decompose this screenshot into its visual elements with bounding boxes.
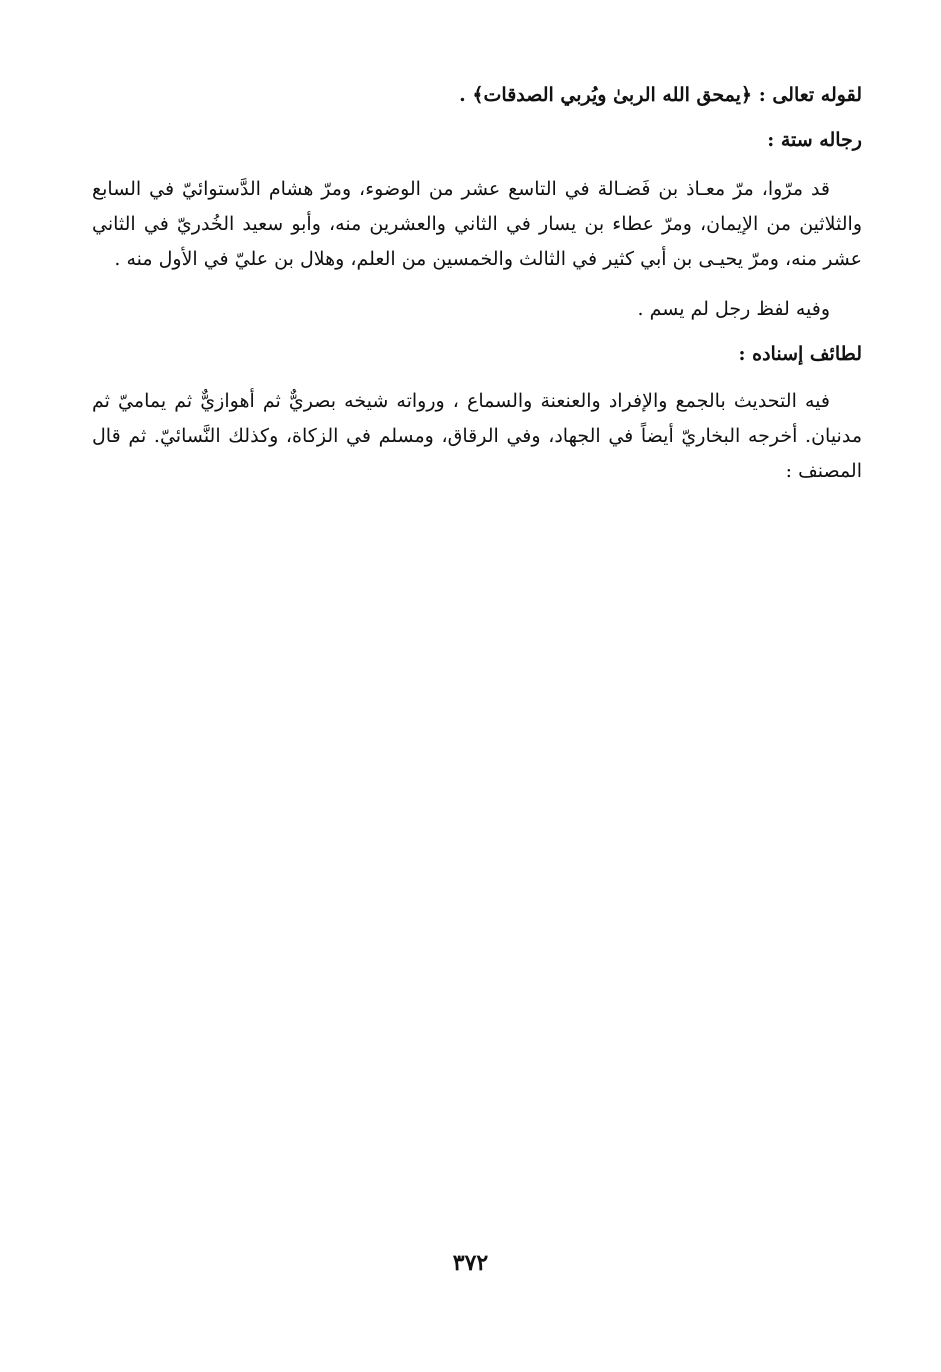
verse-end: .: [459, 84, 473, 106]
paragraph-unnamed-man: وفيه لفظ رجل لم يسم .: [637, 298, 830, 320]
verse-intro: لقوله تعالى :: [752, 84, 862, 106]
verse-text: ﴿يمحق الله الربىٰ ويُربي الصدقات﴾: [472, 84, 753, 106]
paragraph-isnad-subtleties: فيه التحديث بالجمع والإفراد والعنعنة والسماع ، ورواته شيخه بصريٌّ ثم أهوازيٌّ ثم يماميّ ثم مدنيان. أخرجه البخاريّ أيضاً في الجهاد، وفي الرقاق، ومسلم في الزكاة، وكذلك النَّسائيّ. ثم قال المصنف :: [92, 390, 862, 482]
paragraph-narrators: قد مرّوا، مرّ معـاذ بن فَضـالة في التاسع عشر من الوضوء، ومرّ هشام الدَّستوائيّ في السابع والثلاثين من الإيمان، ومرّ عطاء بن يسار في الثاني والعشرين منه، وأبو سعيد الخُدريّ في الثاني عشر منه، ومرّ يحيـى بن أبي كثير في الثالث والخمسين من العلم، وهلال بن عليّ في الأول منه .: [92, 178, 862, 270]
page-number: ٣٧٢: [452, 1250, 489, 1276]
heading-isnad-subtleties: لطائف إسناده :: [738, 343, 862, 365]
verse-line: [92, 78, 862, 112]
heading-narrators: رجاله ستة :: [767, 129, 862, 151]
